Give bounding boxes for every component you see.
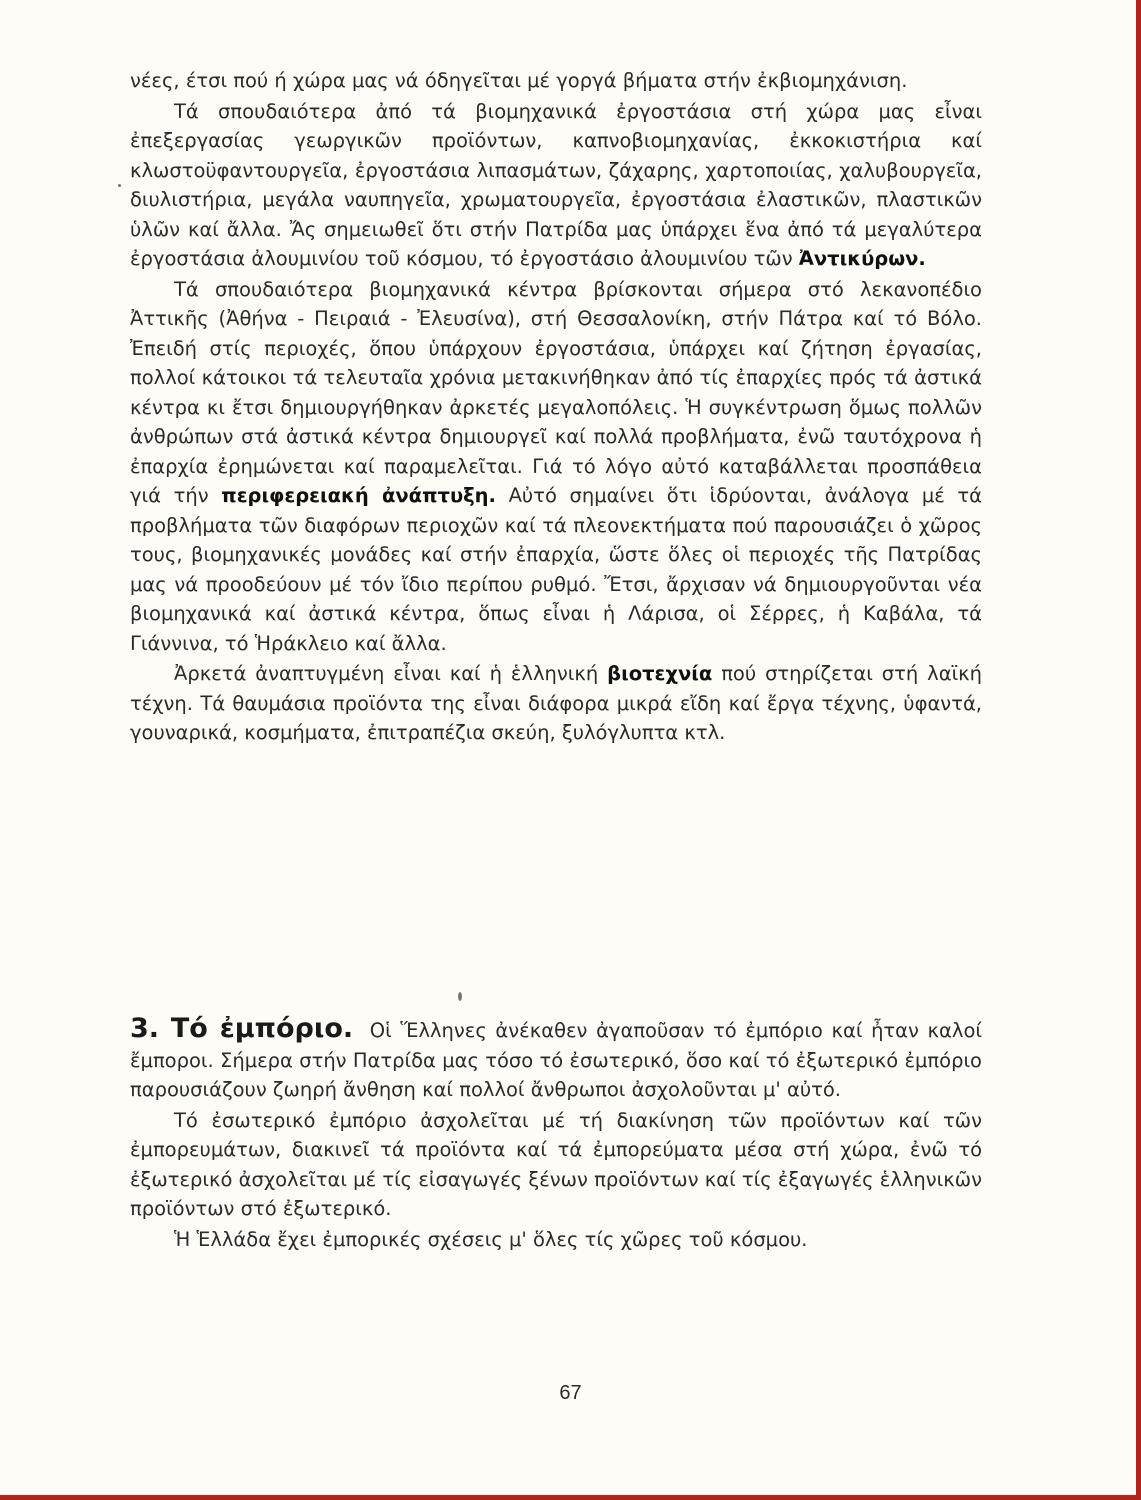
centres-text-2: Αὐτό σημαίνει ὅτι ἱδρύονται, ἀνάλογα μέ τά προβλήματα τῶν διαφόρων περιοχῶν καί τά πλεονεκτήματα πού παρουσιάζει ὁ χῶρος τους, βιομηχανικές μονάδες καί στήν ἐπαρχία, ὥστε ὅλες οἱ περιοχές τῆς Πατρίδας μας νά προοδεύουν μέ τόν ἴδιο περίπου ρυθμό. Ἔτσι, ἄρχισαν νά δημιουργοῦνται νέα βιομηχανικά καί ἀστικά κέντρα, ὅπως εἶναι ἡ Λάρισα, οἱ Σέρρες, ἡ Καβάλα, τά Γιάννινα, τό Ἡράκλειο καί ἄλλα. bbox=[130, 484, 983, 655]
factories-text: Τά σπουδαιότερα ἀπό τά βιομηχανικά ἐργοστάσια στή χώρα μας εἶναι ἐπεξεργασίας γεωργικῶν προϊόντων, καπνοβιομηχανίας, ἐκκοκιστήρια καί κλωστοϋφαντουργεῖα, ἐργοστάσια λιπασμάτων, ζάχαρης, χαρτοποιίας, χαλυβουργεῖα, διυλιστήρια, μεγάλα ναυπηγεῖα, χρωματουργεῖα, ἐργοστάσια ἐλαστικῶν, πλαστικῶν ὑλῶν καί ἄλλα. Ἄς σημειωθεῖ ὅτι στήν Πατρίδα μας ὑπάρχει ἕνα ἀπό τά μεγαλύτερα ἐργοστάσια ἀλουμινίου τοῦ κόσμου, τό ἐργοστάσιο ἀλουμινίου τῶν bbox=[130, 99, 982, 270]
print-speck bbox=[458, 992, 462, 1001]
commerce-section bbox=[130, 1014, 982, 1254]
antikyra-emphasis: Ἀντικύρων. bbox=[798, 247, 926, 270]
trade-relations-text: Ἡ Ἑλλάδα ἔχει ἐμπορικές σχέσεις μ' ὅλες τίς χῶρες τοῦ κόσμου. bbox=[174, 1227, 808, 1251]
industrial-centres-paragraph bbox=[130, 275, 982, 659]
centres-text-1: Τά σπουδαιότερα βιομηχανικά κέντρα βρίσκονται σήμερα στό λεκανοπέδιο Ἀττικῆς (Ἀθήνα - Πειραιά - Ἐλευσίνα), στή Θεσσαλονίκη, στήν Πάτρα καί τό Βόλο. Ἐπειδή στίς περιοχές, ὅπου ὑπάρχουν ἐργοστάσια, ὑπάρχει καί ζήτηση ἐργασίας, πολλοί κάτοικοι τά τελευταῖα χρόνια μετακινήθηκαν ἀπό τίς ἐπαρχίες πρός τά ἀστικά κέντρα κι ἔτσι δημιουργήθηκαν ἀρκετές μεγαλοπόλεις. Ἡ συγκέντρωση ὅμως πολλῶν ἀνθρώπων στά ἀστικά κέντρα δημιουργεῖ καί πολλά προβλήματα, ἐνῶ ταυτόχρονα ἡ ἐπαρχία ἐρημώνεται καί παραμελεῖται. Γιά τό λόγο αὐτό καταβάλλεται προσπάθεια γιά τήν bbox=[130, 277, 982, 507]
crafts-text-2: πού στηρίζεται στή λαϊκή τέχνη. Τά θαυμάσια προϊόντα της εἶναι διάφορα μικρά εἴδη καί ἔργα τέχνης, ὑφαντά, γουναρικά, κοσμήματα, ἐπιτραπέζια σκεύη, ξυλόγλυπτα κτλ. bbox=[130, 662, 983, 744]
crafts-emphasis: βιοτεχνία bbox=[607, 662, 713, 685]
regional-development-emphasis: περιφερειακή ἀνάπτυξη. bbox=[221, 484, 496, 507]
internal-trade-paragraph bbox=[130, 1106, 982, 1224]
internal-trade-text: Τό ἐσωτερικό ἐμπόριο ἀσχολεῖται μέ τή διακίνηση τῶν προϊόντων καί τῶν ἐμπορευμάτων, διακινεῖ τά προϊόντα καί τά ἐμπορεύματα μέσα στή χώρα, ἐνῶ τό ἐξωτερικό ἀσχολεῖται μέ τίς εἰσαγωγές ξένων προϊόντων καί τίς ἐξαγωγές ἑλληνικῶν προϊόντων στό ἐξωτερικό. bbox=[130, 1108, 982, 1220]
industry-section bbox=[130, 66, 982, 748]
trade-relations-paragraph bbox=[130, 1225, 982, 1255]
crafts-paragraph bbox=[130, 659, 982, 748]
commerce-intro-paragraph bbox=[130, 1014, 982, 1105]
section-heading: 3. Τό ἐμπόριο. bbox=[130, 1013, 354, 1044]
crafts-text-1: Ἀρκετά ἀναπτυγμένη εἶναι καί ἡ ἑλληνική bbox=[174, 662, 599, 685]
factories-paragraph bbox=[130, 97, 982, 274]
page-number: 67 bbox=[559, 1382, 582, 1404]
commerce-intro-text: Οἱ Ἕλληνες ἀνέκαθεν ἀγαποῦσαν τό ἐμπόριο καί ἦταν καλοί ἔμποροι. Σήμερα στήν Πατρίδα μας τόσο τό ἐσωτερικό, ὅσο καί τό ἐξωτερικό ἐμπόριο παρουσιάζουν ζωηρή ἄνθηση καί πολλοί ἄνθρωποι ἀσχολοῦνται μ' αὐτό. bbox=[130, 1019, 982, 1101]
intro-text: νέες, έτσι πού ή χώρα μας νά όδηγεῖται μέ γοργά βήματα στήν ἐκβιομηχάνιση. bbox=[130, 69, 908, 92]
print-speck bbox=[118, 184, 121, 187]
intro-paragraph bbox=[130, 66, 982, 96]
